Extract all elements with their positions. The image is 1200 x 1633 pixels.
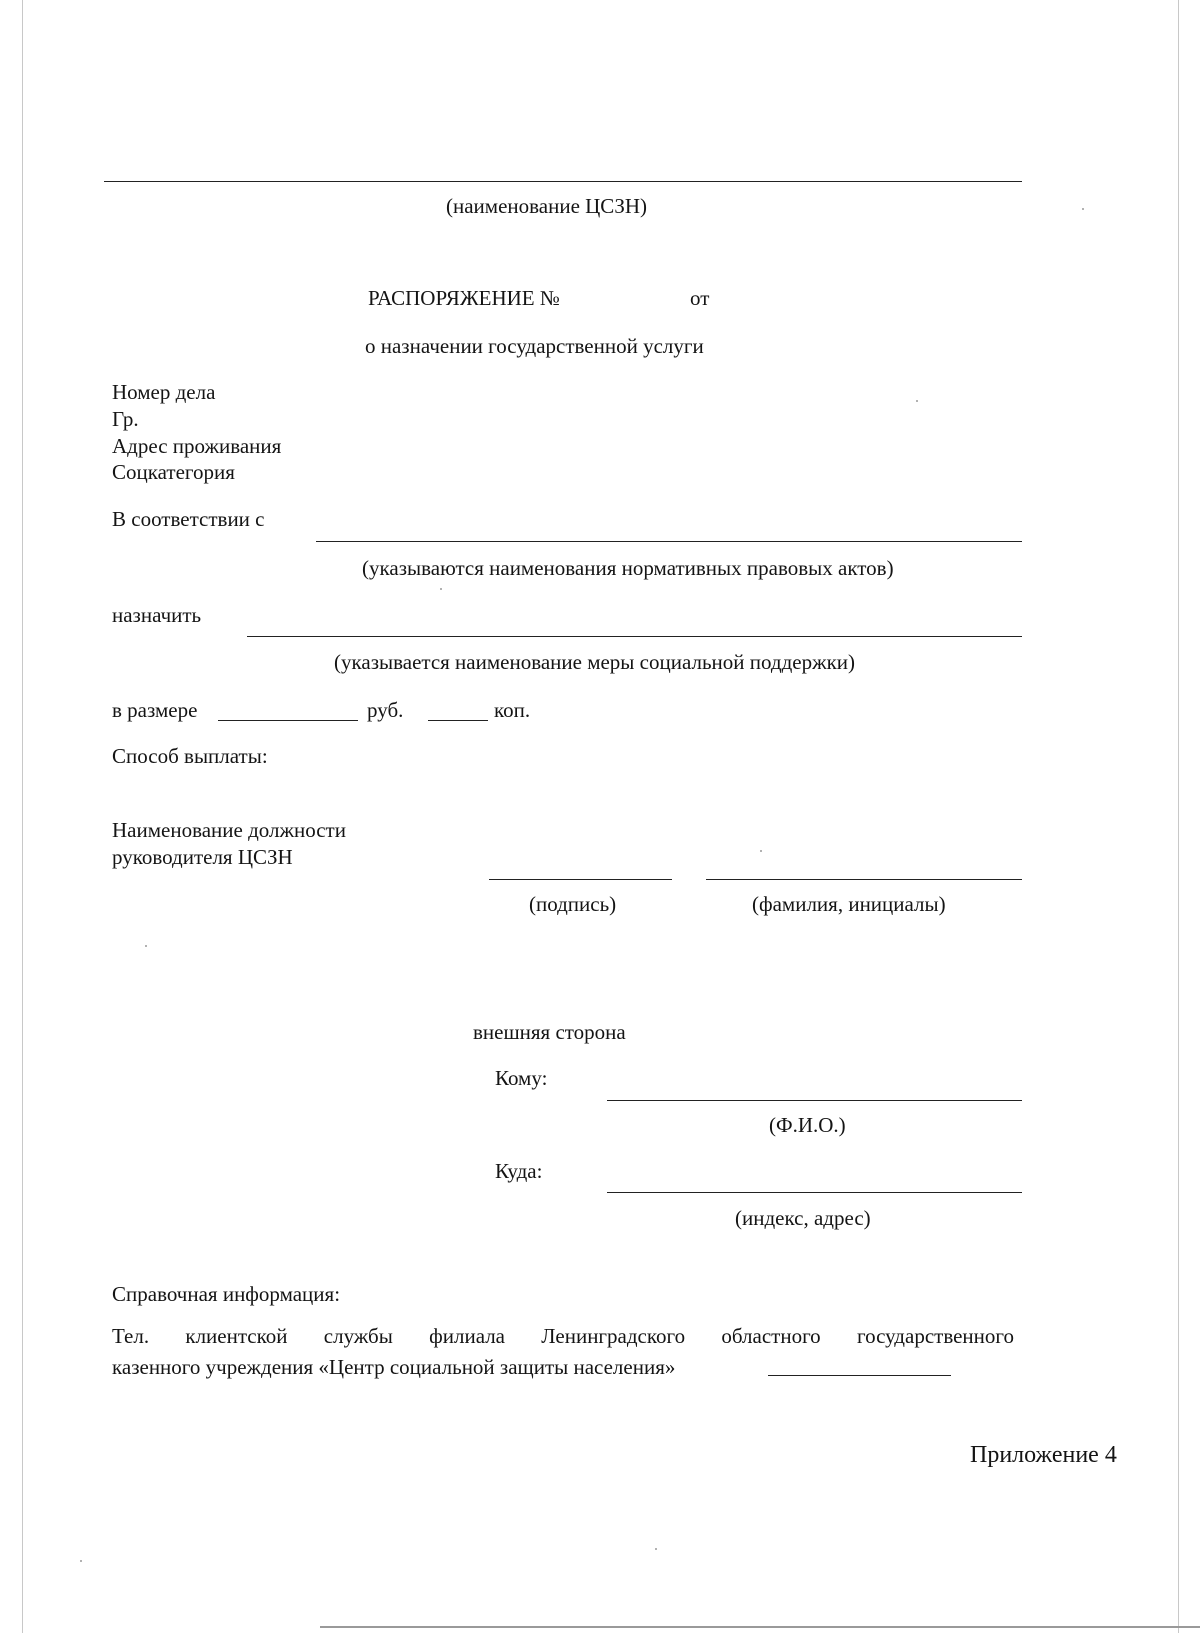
order-subject: о назначении государственной услуги [365, 334, 704, 358]
amount-prefix: в размере [112, 698, 198, 722]
scan-left-edge [22, 0, 23, 1633]
signer-name-line [706, 879, 1022, 880]
social-category-label: Соцкатегория [112, 460, 235, 484]
scan-speck [760, 850, 762, 852]
org-name-caption: (наименование ЦСЗН) [446, 194, 647, 218]
envelope-heading: внешняя сторона [473, 1020, 626, 1044]
scan-speck [440, 588, 442, 590]
citizen-label: Гр. [112, 407, 139, 431]
amount-rub-blank [218, 720, 358, 721]
reference-heading: Справочная информация: [112, 1282, 341, 1306]
scan-speck [655, 1548, 657, 1550]
reference-text [112, 1322, 1014, 1350]
scan-right-edge [1178, 0, 1179, 1633]
position-title-line1: Наименование должности [112, 818, 346, 842]
address-label: Адрес проживания [112, 434, 282, 458]
amount-kop-label: коп. [494, 698, 531, 722]
scan-speck [1082, 208, 1084, 210]
reference-text-line2: казенного учреждения «Центр социальной защиты населения» [112, 1355, 676, 1379]
address-to-label: Куда: [495, 1159, 543, 1183]
basis-caption: (указываются наименования нормативных правовых актов) [362, 556, 894, 580]
signature-caption: (подпись) [529, 892, 617, 916]
position-title-line2: руководителя ЦСЗН [112, 845, 293, 869]
assign-line [247, 636, 1022, 637]
reference-text-line1: Тел. клиентской службы филиала Ленинградского областного государственного [112, 1324, 1014, 1348]
basis-line [316, 541, 1022, 542]
phone-blank-line [768, 1375, 951, 1376]
amount-kop-blank [428, 720, 488, 721]
scan-speck [145, 945, 147, 947]
scan-bottom-edge [320, 1626, 1200, 1628]
org-name-line [104, 181, 1022, 182]
amount-rub-label: руб. [367, 698, 404, 722]
order-title: РАСПОРЯЖЕНИЕ № [368, 286, 560, 310]
case-number-label: Номер дела [112, 380, 216, 404]
assign-caption: (указывается наименование меры социальной поддержки) [334, 650, 856, 674]
address-to-caption: (индекс, адрес) [735, 1206, 871, 1230]
scan-speck [916, 400, 918, 402]
recipient-caption: (Ф.И.О.) [769, 1113, 846, 1137]
signer-name-caption: (фамилия, инициалы) [752, 892, 946, 916]
recipient-line [607, 1100, 1022, 1101]
basis-label: В соответствии с [112, 507, 265, 531]
payment-method-label: Способ выплаты: [112, 744, 268, 768]
recipient-label: Кому: [495, 1066, 548, 1090]
address-to-line [607, 1192, 1022, 1193]
appendix-label: Приложение 4 [970, 1442, 1117, 1468]
scan-speck [80, 1560, 82, 1562]
signature-line [489, 879, 672, 880]
order-date-prefix: от [690, 286, 710, 310]
assign-label: назначить [112, 603, 202, 627]
